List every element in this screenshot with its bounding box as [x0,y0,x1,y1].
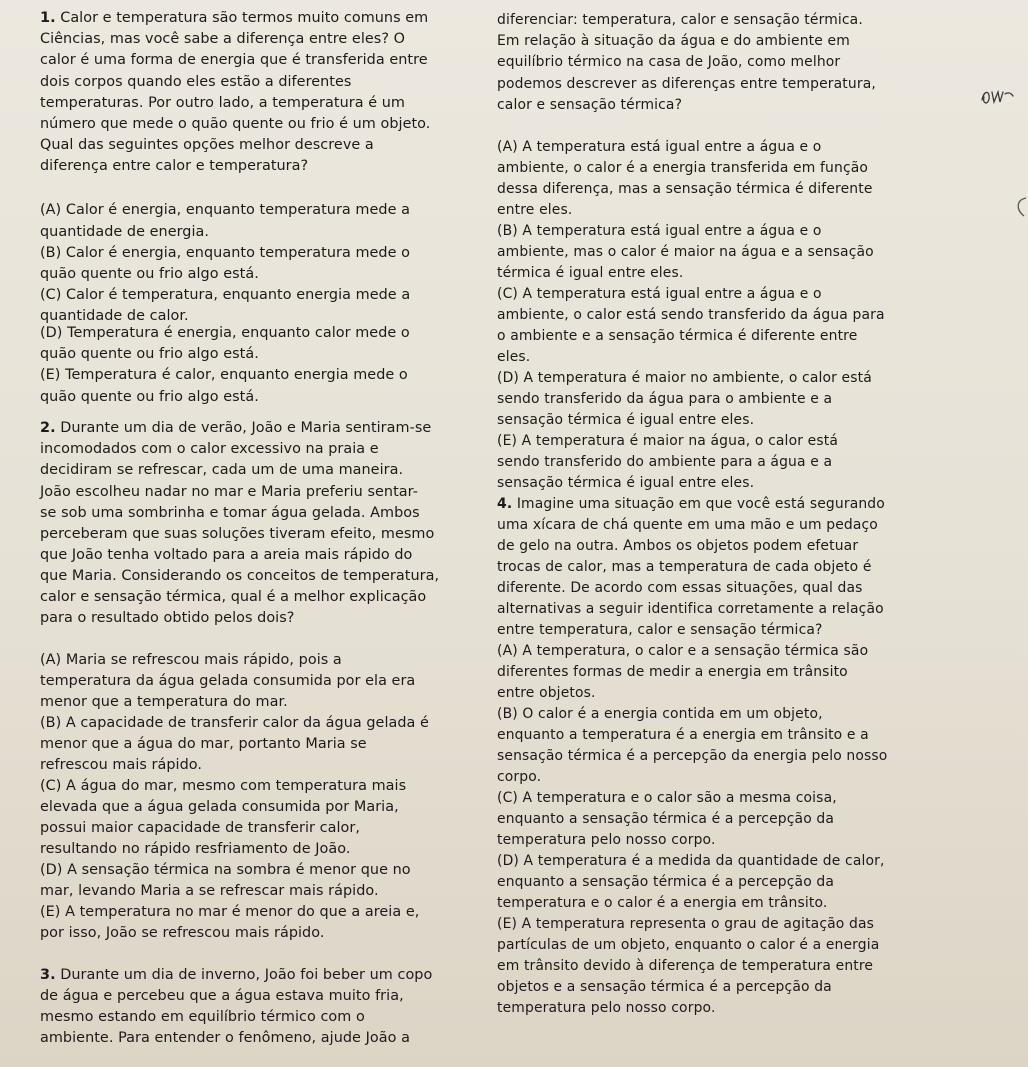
text-line: trocas de calor, mas a temperatura de cada objeto é [497,559,872,575]
text-line: ambiente, mas o calor é maior na água e a sensação [497,244,874,260]
text-line: se sob uma sombrinha e tomar água gelada. Ambos [40,505,420,521]
text-line: 4. Imagine uma situação em que você está segurando [497,496,885,512]
text-line: quão quente ou frio algo está. [40,389,259,405]
text-line: (A) A temperatura está igual entre a água e o [497,139,822,155]
text-line: que Maria. Considerando os conceitos de temperatura, [40,568,440,584]
text-line: (D) Temperatura é energia, enquanto calor mede o [40,325,410,341]
text-line: diferença entre calor e temperatura? [40,158,309,174]
text-line: de água e percebeu que a água estava muito fria, [40,988,404,1004]
text-line: ambiente. Para entender o fenômeno, ajude João a [40,1030,410,1046]
question-number: 4. [497,496,513,512]
text-line: (B) A capacidade de transferir calor da água gelada é [40,715,429,731]
text-line: (D) A temperatura é a medida da quantidade de calor, [497,853,885,869]
text-line: calor e sensação térmica, qual é a melhor explicação [40,589,427,605]
text-line: temperatura pelo nosso corpo. [497,1000,716,1016]
text-line: (D) A sensação térmica na sombra é menor que no [40,862,411,878]
text-line: número que mede o quão quente ou frio é um objeto. [40,116,431,132]
text-line: ambiente, o calor está sendo transferido da água para [497,307,885,323]
text-line: (A) Calor é energia, enquanto temperatura mede a [40,202,410,218]
text-line: elevada que a água gelada consumida por Maria, [40,799,399,815]
text-line: objetos e a sensação térmica é a percepção da [497,979,832,995]
text-line: quantidade de calor. [40,308,189,324]
text-line: enquanto a sensação térmica é a percepção da [497,874,835,890]
text-line: 2. Durante um dia de verão, João e Maria sentiram-se [40,420,432,436]
text-line: entre temperatura, calor e sensação térmica? [497,622,823,638]
text-line: temperatura da água gelada consumida por ela era [40,673,416,689]
text-line: perceberam que suas soluções tiveram efeito, mesmo [40,526,435,542]
text-line: para o resultado obtido pelos dois? [40,610,295,626]
text-line: diferenciar: temperatura, calor e sensação térmica. [497,12,863,28]
text-line: que João tenha voltado para a areia mais rápido do [40,547,413,563]
text-line: enquanto a temperatura é a energia em trânsito e a [497,727,869,743]
paper-edge-mark-icon [1012,196,1028,218]
text-line: entre objetos. [497,685,596,701]
text-line: Em relação à situação da água e do ambiente em [497,33,850,49]
text-line: sensação térmica é igual entre eles. [497,475,755,491]
text-line: uma xícara de chá quente em uma mão e um pedaço [497,517,878,533]
text-line: sensação térmica é a percepção da energia pelo nosso [497,748,888,764]
text-line: temperatura pelo nosso corpo. [497,832,716,848]
text-line: Ciências, mas você sabe a diferença entre eles? O [40,31,406,47]
text-line: sensação térmica é igual entre eles. [497,412,755,428]
text-line: entre eles. [497,202,573,218]
text-line: Qual das seguintes opções melhor descreve a [40,137,374,153]
text-line: quão quente ou frio algo está. [40,346,259,362]
text-line: temperatura e o calor é a energia em trânsito. [497,895,828,911]
text-line: (C) A temperatura está igual entre a água e o [497,286,822,302]
text-line: térmica é igual entre eles. [497,265,684,281]
text-line: (C) A temperatura e o calor são a mesma coisa, [497,790,837,806]
text-line: partículas de um objeto, enquanto o calor é a energia [497,937,880,953]
text-line: eles. [497,349,531,365]
text-line: corpo. [497,769,542,785]
text-line: dois corpos quando eles estão a diferentes [40,74,352,90]
text-line: alternativas a seguir identifica corretamente a relação [497,601,884,617]
question-number: 3. [40,967,56,983]
text-line: equilíbrio térmico na casa de João, como melhor [497,54,841,70]
text-line: menor que a água do mar, portanto Maria se [40,736,367,752]
text-line: quantidade de energia. [40,224,210,240]
text-line: resultando no rápido resfriamento de João. [40,841,351,857]
text-line: (B) O calor é a energia contida em um objeto, [497,706,823,722]
text-line: menor que a temperatura do mar. [40,694,288,710]
text-line: (A) Maria se refrescou mais rápido, pois a [40,652,342,668]
text-line: por isso, João se refrescou mais rápido. [40,925,325,941]
text-line: o ambiente e a sensação térmica é diferente entre [497,328,858,344]
text-line: (D) A temperatura é maior no ambiente, o calor está [497,370,872,386]
text-line: decidiram se refrescar, cada um de uma maneira. [40,462,404,478]
text-line: quão quente ou frio algo está. [40,266,259,282]
text-line: (C) Calor é temperatura, enquanto energia mede a [40,287,411,303]
text-line: refrescou mais rápido. [40,757,203,773]
text-line: mesmo estando em equilíbrio térmico com o [40,1009,365,1025]
text-line: dessa diferença, mas a sensação térmica é diferente [497,181,873,197]
text-line: (C) A água do mar, mesmo com temperatura mais [40,778,407,794]
text-line: (B) Calor é energia, enquanto temperatura mede o [40,245,410,261]
text-line: possui maior capacidade de transferir calor, [40,820,360,836]
text-line: (E) A temperatura é maior na água, o calor está [497,433,838,449]
question-number: 1. [40,10,56,26]
question-number: 2. [40,420,56,436]
text-line: temperaturas. Por outro lado, a temperatura é um [40,95,405,111]
text-line: 1. Calor e temperatura são termos muito comuns em [40,10,429,26]
text-line: diferente. De acordo com essas situações, qual das [497,580,863,596]
text-line: podemos descrever as diferenças entre temperatura, [497,76,876,92]
text-line: ambiente, o calor é a energia transferida em função [497,160,869,176]
text-line: 3. Durante um dia de inverno, João foi beber um copo [40,967,433,983]
text-line: (B) A temperatura está igual entre a água e o [497,223,822,239]
text-line: incomodados com o calor excessivo na praia e [40,441,379,457]
text-line: (A) A temperatura, o calor e a sensação térmica são [497,643,869,659]
text-line: sendo transferido do ambiente para a água e a [497,454,833,470]
text-line: de gelo na outra. Ambos os objetos podem efetuar [497,538,859,554]
handwritten-mark-icon [978,80,1018,110]
text-line: (E) Temperatura é calor, enquanto energia mede o [40,367,408,383]
text-line: (E) A temperatura no mar é menor do que a areia e, [40,904,420,920]
text-line: diferentes formas de medir a energia em trânsito [497,664,848,680]
text-line: calor e sensação térmica? [497,97,683,113]
text-line: mar, levando Maria a se refrescar mais rápido. [40,883,379,899]
text-line: João escolheu nadar no mar e Maria preferiu sentar- [40,484,418,500]
text-line: em trânsito devido à diferença de temperatura entre [497,958,874,974]
text-line: sendo transferido da água para o ambiente e a [497,391,833,407]
text-line: calor é uma forma de energia que é transferida entre [40,52,428,68]
text-line: enquanto a sensação térmica é a percepção da [497,811,835,827]
text-line: (E) A temperatura representa o grau de agitação das [497,916,875,932]
